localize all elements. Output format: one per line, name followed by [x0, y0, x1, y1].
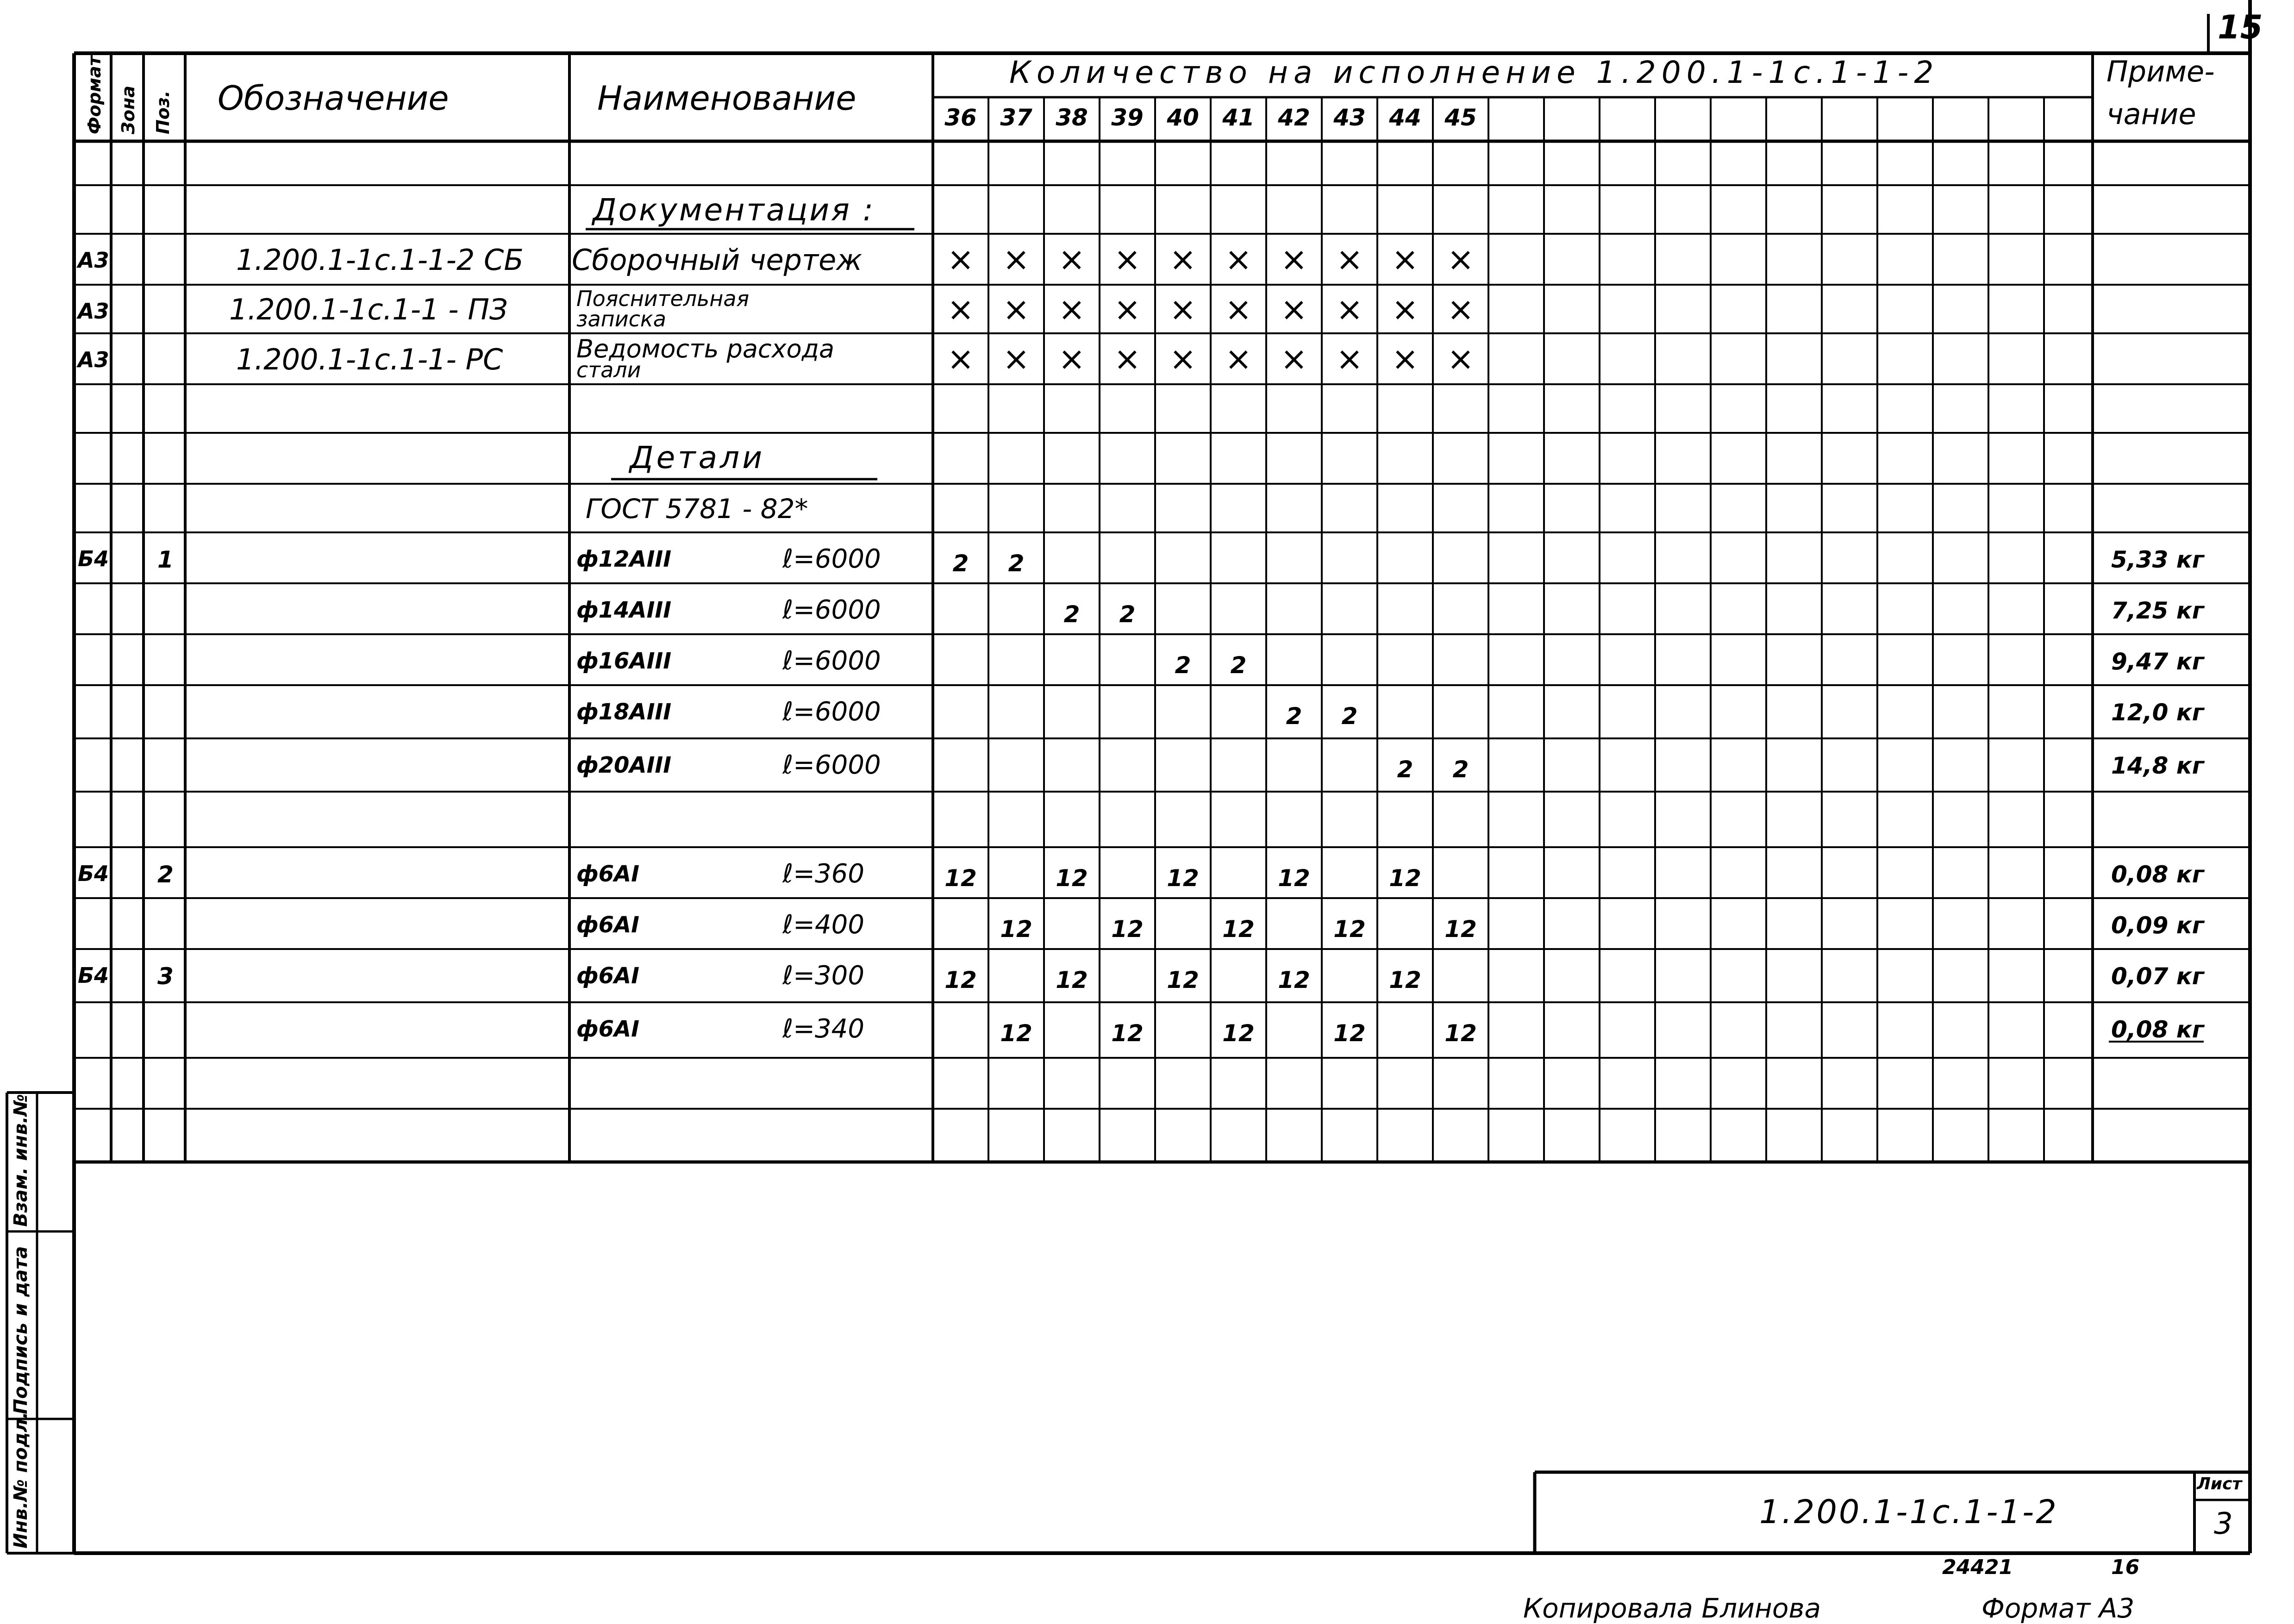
qty-value: 12	[1389, 967, 1421, 993]
qty-value: 12	[1278, 967, 1310, 993]
row-length: ℓ=6000	[782, 646, 881, 676]
qty-mark: ×	[1391, 340, 1419, 378]
qty-value: 12	[1056, 865, 1088, 892]
row-length: ℓ=400	[782, 910, 864, 940]
qty-mark: ×	[1169, 290, 1197, 328]
qty-mark: ×	[1336, 340, 1363, 378]
row-format: А3	[78, 248, 109, 273]
qty-value: 2	[1063, 601, 1080, 628]
header-name: Наименование	[597, 79, 856, 118]
qty-mark: ×	[1336, 240, 1363, 278]
qty-mark: ×	[1447, 240, 1475, 278]
column-header: 44	[1389, 104, 1421, 131]
qty-mark: ×	[1336, 290, 1363, 328]
row-name-line2: стали	[576, 357, 641, 382]
row-note: 0,08 кг	[2111, 861, 2204, 888]
row-note: 12,0 кг	[2111, 699, 2204, 726]
qty-mark: ×	[1280, 340, 1308, 378]
footer-copied-by: Копировала Блинова	[1523, 1593, 1821, 1624]
row-designation: 1.200.1-1с.1-1- РС	[236, 343, 503, 376]
row-name: Пояснительная	[576, 286, 750, 311]
qty-value: 2	[1230, 652, 1247, 679]
qty-mark: ×	[1225, 240, 1252, 278]
qty-mark: ×	[1113, 340, 1141, 378]
header-designation: Обозначение	[218, 79, 449, 118]
row-name-line2: записка	[576, 306, 666, 331]
row-pos: 3	[157, 963, 174, 990]
qty-value: 12	[1222, 916, 1255, 943]
header-note-line2: чание	[2106, 97, 2196, 131]
header-note-line1: Приме-	[2106, 55, 2215, 88]
qty-mark: ×	[1002, 240, 1030, 278]
qty-value: 12	[1222, 1020, 1255, 1047]
row-note: 0,08 кг	[2111, 1016, 2204, 1043]
row-name: ф6АI	[576, 963, 640, 989]
row-pos: 1	[157, 546, 174, 573]
column-header: 43	[1333, 104, 1366, 131]
row-length: ℓ=6000	[782, 544, 881, 574]
column-header: 37	[1000, 104, 1032, 131]
footer-format: Формат А3	[1981, 1593, 2135, 1624]
row-format: А3	[78, 299, 109, 324]
header-format: Формат	[84, 56, 105, 134]
qty-value: 12	[944, 967, 977, 993]
column-header: 41	[1222, 104, 1255, 131]
row-designation: 1.200.1-1с.1-1 - ПЗ	[229, 293, 508, 326]
qty-value: 12	[1000, 916, 1032, 943]
row-name: ф6АI	[576, 912, 640, 938]
qty-value: 12	[1056, 967, 1088, 993]
row-note: 5,33 кг	[2111, 546, 2204, 573]
row-name: ф6АI	[576, 861, 640, 887]
section-standard: ГОСТ 5781 - 82*	[586, 493, 808, 525]
qty-value: 12	[1389, 865, 1421, 892]
qty-value: 2	[952, 550, 969, 577]
row-name: Ведомость расхода	[576, 334, 835, 363]
row-length: ℓ=360	[782, 859, 864, 889]
qty-mark: ×	[1391, 290, 1419, 328]
qty-mark: ×	[1280, 290, 1308, 328]
row-length: ℓ=6000	[782, 697, 881, 727]
qty-value: 12	[1000, 1020, 1032, 1047]
qty-mark: ×	[1113, 240, 1141, 278]
footer-code: 24421	[1942, 1555, 2013, 1579]
qty-value: 12	[1167, 967, 1199, 993]
qty-value: 2	[1341, 703, 1358, 730]
row-note: 0,07 кг	[2111, 963, 2204, 990]
row-format: Б4	[78, 546, 109, 571]
row-length: ℓ=300	[782, 961, 864, 991]
column-header: 42	[1278, 104, 1310, 131]
qty-value: 12	[1278, 865, 1310, 892]
column-header: 39	[1111, 104, 1144, 131]
qty-value: 2	[1397, 756, 1413, 783]
qty-value: 12	[1444, 916, 1477, 943]
qty-mark: ×	[1002, 290, 1030, 328]
qty-mark: ×	[1225, 290, 1252, 328]
column-header: 45	[1444, 104, 1477, 131]
row-name: ф14АIII	[576, 597, 672, 623]
row-name: ф12АIII	[576, 546, 672, 572]
row-note: 9,47 кг	[2111, 648, 2204, 675]
qty-value: 12	[1167, 865, 1199, 892]
stamp-replace-inv: Взам. инв.№	[10, 1094, 31, 1227]
row-name: ф20АIII	[576, 752, 672, 778]
qty-value: 12	[944, 865, 977, 892]
qty-mark: ×	[1447, 340, 1475, 378]
row-length: ℓ=340	[782, 1014, 864, 1044]
row-name: Сборочный чертеж	[572, 243, 863, 277]
qty-mark: ×	[1058, 290, 1086, 328]
qty-value: 12	[1333, 916, 1366, 943]
qty-mark: ×	[947, 240, 975, 278]
qty-value: 12	[1111, 1020, 1144, 1047]
row-designation: 1.200.1-1с.1-1-2 СБ	[236, 243, 524, 277]
header-pos: Поз.	[153, 90, 173, 134]
row-note: 14,8 кг	[2111, 752, 2204, 779]
row-format: А3	[78, 347, 109, 372]
qty-value: 12	[1444, 1020, 1477, 1047]
row-format: Б4	[78, 861, 109, 886]
section-details: Детали	[630, 440, 765, 475]
stamp-inv-orig: Инв.№ подл.	[10, 1412, 31, 1549]
row-pos: 2	[157, 861, 174, 888]
qty-mark: ×	[1002, 340, 1030, 378]
column-header: 38	[1056, 104, 1088, 131]
qty-value: 12	[1111, 916, 1144, 943]
row-note: 0,09 кг	[2111, 912, 2204, 939]
column-header: 40	[1167, 104, 1199, 131]
row-note: 7,25 кг	[2111, 597, 2204, 624]
qty-value: 2	[1119, 601, 1136, 628]
qty-mark: ×	[1113, 290, 1141, 328]
row-name: ф16АIII	[576, 648, 672, 674]
sheet-corner-number: 15	[2218, 8, 2263, 46]
row-name: ф6АI	[576, 1016, 640, 1042]
row-length: ℓ=6000	[782, 595, 881, 625]
row-length: ℓ=6000	[782, 750, 881, 780]
qty-mark: ×	[1058, 340, 1086, 378]
qty-mark: ×	[1169, 340, 1197, 378]
qty-mark: ×	[1447, 290, 1475, 328]
qty-mark: ×	[1058, 240, 1086, 278]
row-name: ф18АIII	[576, 699, 672, 725]
qty-mark: ×	[1169, 240, 1197, 278]
row-format: Б4	[78, 963, 109, 988]
header-quantity-title: Количество на исполнение 1.200.1-1с.1-1-2	[1009, 55, 1939, 90]
qty-value: 2	[1175, 652, 1191, 679]
qty-value: 2	[1286, 703, 1302, 730]
qty-mark: ×	[1225, 340, 1252, 378]
qty-value: 2	[1008, 550, 1025, 577]
qty-value: 12	[1333, 1020, 1366, 1047]
qty-value: 2	[1452, 756, 1469, 783]
column-header: 36	[944, 104, 977, 131]
qty-mark: ×	[947, 290, 975, 328]
stamp-sign-date: Подпись и дата	[10, 1246, 31, 1414]
footer-code-sheet: 16	[2111, 1555, 2140, 1579]
header-zone: Зона	[118, 85, 138, 134]
section-documentation: Документация :	[593, 192, 875, 228]
qty-mark: ×	[1391, 240, 1419, 278]
sheet-label: Лист	[2197, 1474, 2242, 1493]
qty-mark: ×	[1280, 240, 1308, 278]
sheet-number: 3	[2214, 1507, 2233, 1541]
title-designation: 1.200.1-1с.1-1-2	[1759, 1493, 2058, 1531]
qty-mark: ×	[947, 340, 975, 378]
